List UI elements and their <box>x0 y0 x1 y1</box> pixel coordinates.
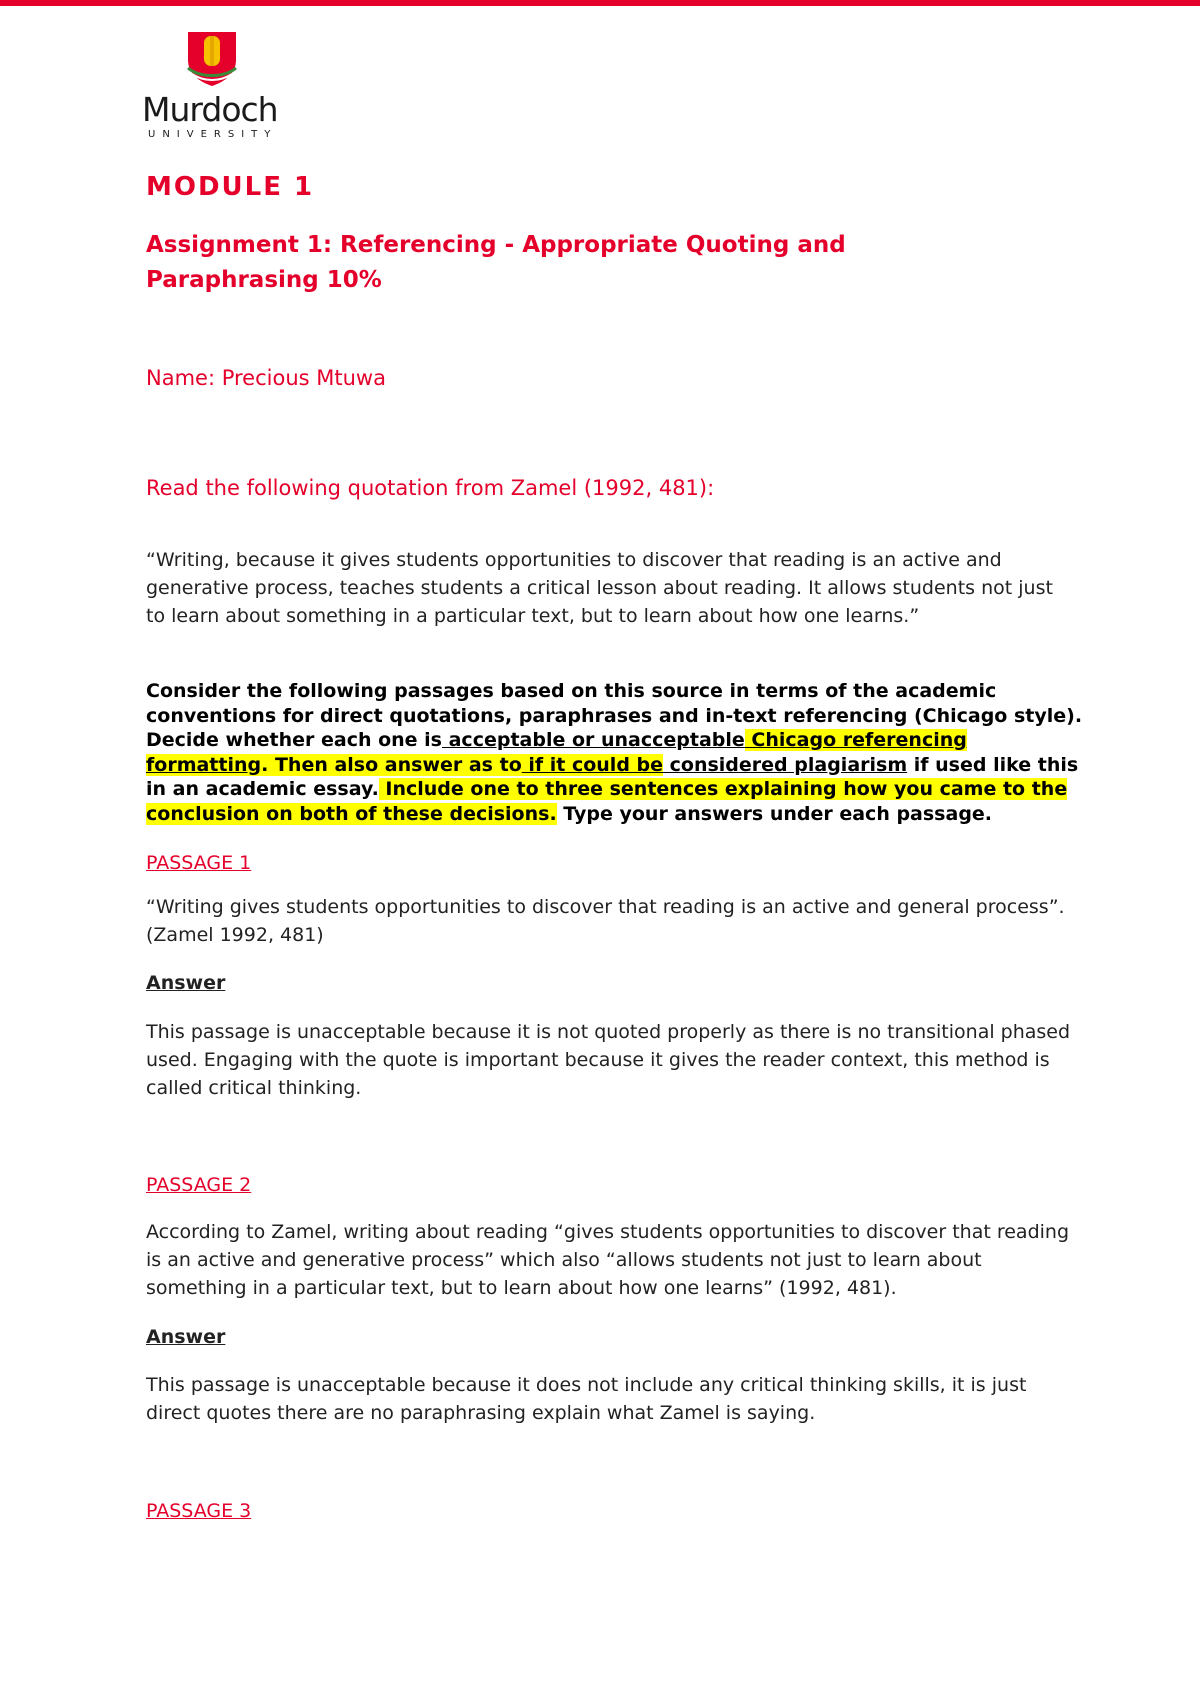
instructions-part-6: considered plagiarism <box>663 753 908 776</box>
logo-wordmark: Murdoch <box>142 90 278 129</box>
passage-3-heading: PASSAGE 3 <box>146 1500 252 1522</box>
module-title: MODULE 1 <box>146 172 315 202</box>
passage-2-text: According to Zamel, writing about reading “gives students opportunities to discover that reading is an active and generative process” which also “allows students not just to learn about something in a particular text, but to learn about how one learns” (1992, 481). <box>146 1221 1070 1299</box>
assignment-title: Assignment 1: Referencing - Appropriate Quoting and Paraphrasing 10% <box>146 232 846 293</box>
top-accent-bar <box>0 0 1200 6</box>
instructions-part-1: Consider the following passages based on this source in terms of the academic conventions for direct quotations, paraphrases and in-text referencing (Chicago style). Decide whether each one is <box>146 680 1083 751</box>
passage-1-text: “Writing gives students opportunities to discover that reading is an active and general process”. (Zamel 1992, 481) <box>146 896 1065 946</box>
passage-1-heading: PASSAGE 1 <box>146 852 252 874</box>
crest-icon <box>182 30 242 90</box>
passage-1-answer-heading: Answer <box>146 972 226 994</box>
instructions-part-4: . Then also answer as to <box>261 753 522 776</box>
student-name: Name: Precious Mtuwa <box>146 366 386 390</box>
quotation-intro: Read the following quotation from Zamel (1992, 481): <box>146 476 715 500</box>
passage-2-heading: PASSAGE 2 <box>146 1174 252 1196</box>
passage-2-answer-heading: Answer <box>146 1326 226 1348</box>
source-quotation: “Writing, because it gives students opportunities to discover that reading is an active and generative process, teaches students a critical lesson about reading. It allows students not just to learn about something in a particular text, but to learn about how one learns.” <box>146 549 1053 627</box>
instructions <box>146 679 1086 826</box>
instructions-part-8: Include one to three sentences explaining how you came to the conclusion on both of these decisions. <box>146 778 1068 825</box>
instructions-part-5: if it could be <box>521 753 664 776</box>
instructions-part-2: acceptable or unacceptable <box>442 729 745 751</box>
passage-1-answer: This passage is unacceptable because it is not quoted properly as there is no transitional phased used. Engaging with the quote is important because it gives the reader context, this method is called critical thinking. <box>146 1021 1071 1099</box>
instructions-part-7: if used like this in an academic essay. <box>146 753 1079 800</box>
instructions-part-9: Type your answers under each passage. <box>556 802 993 825</box>
instructions-part-3: Chicago referencing formatting <box>146 729 967 776</box>
passage-2-answer: This passage is unacceptable because it does not include any critical thinking skills, it is just direct quotes there are no paraphrasing explain what Zamel is saying. <box>146 1374 1027 1424</box>
murdoch-university-logo <box>142 30 282 142</box>
logo-subline: UNIVERSITY <box>148 129 278 140</box>
